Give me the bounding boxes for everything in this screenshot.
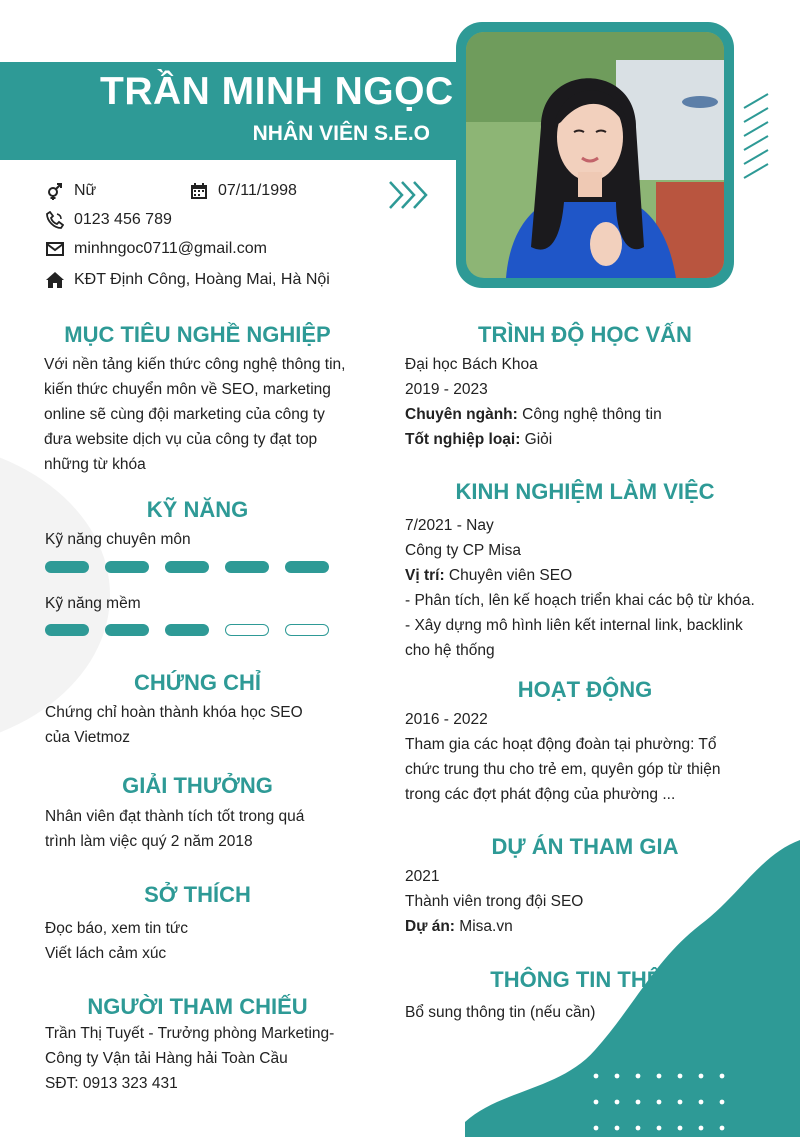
- education-major-label: Chuyên ngành:: [405, 406, 518, 423]
- certificate-line: của Vietmoz: [45, 729, 131, 746]
- education-major-value: Công nghệ thông tin: [517, 406, 662, 423]
- hobby-line: Viết lách cảm xúc: [45, 945, 167, 962]
- award-line: Nhân viên đạt thành tích tốt trong quá: [45, 808, 305, 825]
- experience-position-value: Chuyên viên SEO: [444, 567, 573, 584]
- activities-line: Tham gia các hoạt động đoàn tại phường: Tổ: [405, 736, 717, 753]
- experience-position: [405, 563, 755, 588]
- hobbies-title: SỞ THÍCH: [144, 882, 251, 907]
- skill-pill: [105, 624, 149, 636]
- calendar-icon: [188, 182, 210, 200]
- experience-period: 7/2021 - Nay: [405, 517, 494, 534]
- birthday-row: [188, 182, 297, 200]
- skill-pill: [285, 561, 329, 573]
- education-major: [405, 402, 662, 427]
- project-role: Thành viên trong đội SEO: [405, 893, 584, 910]
- skill-pill: [105, 561, 149, 573]
- activities-line: chức trung thu cho trẻ em, quyên góp từ thiện: [405, 761, 721, 778]
- reference-line: Công ty Vận tải Hàng hải Toàn Cầu: [45, 1050, 288, 1067]
- hobby-line: Đọc báo, xem tin tức: [45, 920, 189, 937]
- education-years: 2019 - 2023: [405, 381, 488, 398]
- certificate-line: Chứng chỉ hoàn thành khóa học SEO: [45, 704, 303, 721]
- candidate-role: NHÂN VIÊN S.E.O: [252, 122, 430, 145]
- extra-title: THÔNG TIN THÊM: [490, 967, 680, 992]
- skill-pill: [165, 624, 209, 636]
- skill-pill: [225, 561, 269, 573]
- chevrons-decoration-icon: [388, 178, 432, 212]
- gender-row: [44, 182, 96, 200]
- award-line: trình làm việc quý 2 năm 2018: [45, 833, 253, 850]
- objective-line: online sẽ cùng đội marketing của công ty: [44, 406, 325, 423]
- skill-pill: [285, 624, 329, 636]
- objective-text: [44, 352, 356, 477]
- email-row: [44, 240, 267, 258]
- reference-title: NGƯỜI THAM CHIẾU: [87, 994, 308, 1019]
- objective-line: kiến thức chuyển môn về SEO, marketing: [44, 381, 331, 398]
- reference-line: Trần Thị Tuyết - Trưởng phòng Marketing-: [45, 1025, 335, 1042]
- activities-period: 2016 - 2022: [405, 711, 488, 728]
- home-icon: [44, 271, 66, 289]
- experience-duty: - Xây dựng mô hình liên kết internal link, backlink: [405, 617, 743, 634]
- experience-title: KINH NGHIỆM LÀM VIỆC: [455, 479, 715, 504]
- extra-text: Bổ sung thông tin (nếu cần): [405, 1004, 596, 1021]
- gender-icon: [44, 182, 66, 200]
- skills-title: KỸ NĂNG: [146, 497, 249, 522]
- education-text: [405, 352, 662, 452]
- awards-text: [45, 804, 304, 854]
- phone-row: [44, 211, 172, 229]
- phone-value: 0123 456 789: [74, 211, 172, 228]
- project-name: [405, 914, 583, 939]
- project-year: 2021: [405, 868, 440, 885]
- mail-icon: [44, 241, 66, 257]
- objective-line: Với nền tảng kiến thức công nghệ thông tin,: [44, 356, 346, 373]
- certificates-title: CHỨNG CHỈ: [133, 670, 262, 695]
- activities-title: HOẠT ĐỘNG: [517, 677, 653, 702]
- experience-position-label: Vị trí:: [405, 567, 445, 584]
- skill-pill: [165, 561, 209, 573]
- email-value: minhngoc0711@gmail.com: [74, 240, 267, 257]
- activities-line: trong các đợt phát động của phường ...: [405, 786, 676, 803]
- hobbies-text: [45, 916, 188, 966]
- skill-label-professional: Kỹ năng chuyên môn: [45, 531, 191, 548]
- profile-photo: [466, 32, 724, 278]
- projects-text: [405, 864, 583, 939]
- birthday-value: 07/11/1998: [218, 182, 297, 199]
- skill-pill: [225, 624, 269, 636]
- gender-value: Nữ: [74, 182, 97, 199]
- education-title: TRÌNH ĐỘ HỌC VẤN: [478, 322, 692, 347]
- objective-title: MỤC TIÊU NGHỀ NGHIỆP: [64, 322, 331, 347]
- experience-text: [405, 513, 755, 663]
- activities-text: [405, 707, 720, 807]
- certificates-text: [45, 700, 303, 750]
- address-value: KĐT Định Công, Hoàng Mai, Hà Nội: [74, 271, 330, 288]
- phone-icon: [44, 211, 66, 229]
- experience-duty: cho hệ thống: [405, 642, 495, 659]
- reference-line: SĐT: 0913 323 431: [45, 1075, 178, 1092]
- education-grade: [405, 427, 662, 452]
- skill-pill: [45, 561, 89, 573]
- skill-pill: [45, 624, 89, 636]
- education-grade-label: Tốt nghiệp loại:: [405, 431, 521, 448]
- reference-text: [45, 1021, 334, 1096]
- hatch-decoration-icon: [742, 92, 770, 184]
- objective-line: những từ khóa: [44, 456, 146, 473]
- projects-title: DỰ ÁN THAM GIA: [491, 834, 679, 859]
- education-grade-value: Giỏi: [520, 431, 553, 448]
- project-value: Misa.vn: [454, 918, 513, 935]
- candidate-name: TRẦN MINH NGỌC: [100, 70, 454, 113]
- experience-company: Công ty CP Misa: [405, 542, 522, 559]
- education-school: Đại học Bách Khoa: [405, 356, 538, 373]
- awards-title: GIẢI THƯỞNG: [122, 773, 273, 798]
- address-row: [44, 271, 330, 289]
- experience-duty: - Phân tích, lên kế hoạch triển khai các bộ từ khóa.: [405, 592, 755, 609]
- skill-label-soft: Kỹ năng mềm: [45, 595, 141, 612]
- project-label: Dự án:: [405, 918, 455, 935]
- objective-line: đưa website dịch vụ của công ty đạt top: [44, 431, 318, 448]
